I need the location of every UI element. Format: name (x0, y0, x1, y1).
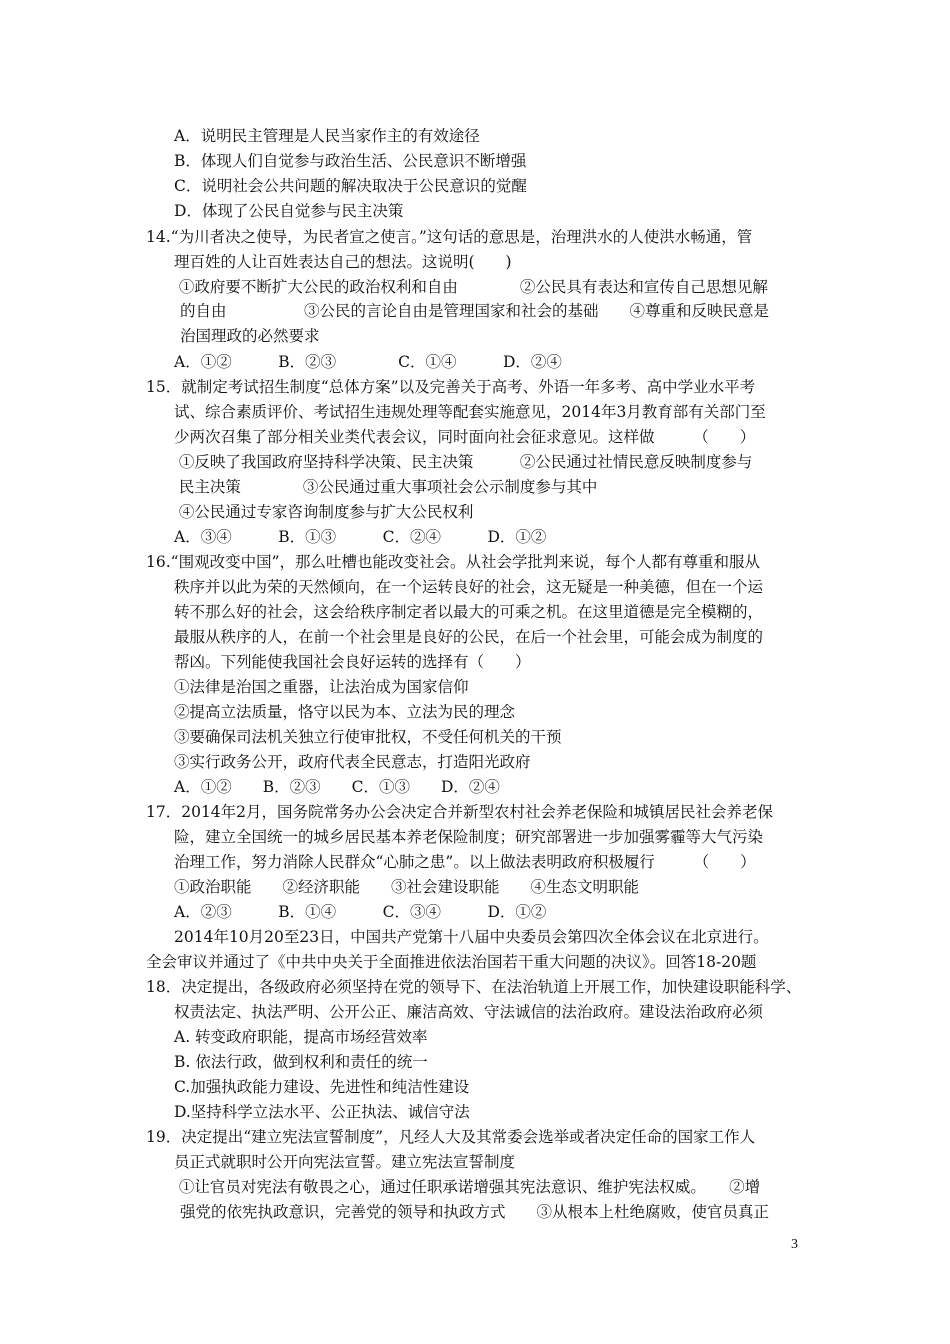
text-line: 2014年10月20至23日，中国共产党第十八届中央委员会第四次全体会议在北京进行。 (174, 928, 769, 946)
text-line: ②提高立法质量，恪守以民为本、立法为民的理念 (174, 703, 516, 721)
text-line: 理百姓的人让百姓表达自己的想法。这说明( ) (174, 253, 512, 271)
text-line: D.坚持科学立法水平、公正执法、诚信守法 (174, 1103, 470, 1121)
text-line: 的自由 ③公民的言论自由是管理国家和社会的基础 ④尊重和反映民意是 (180, 302, 770, 320)
text-line: ①政府要不断扩大公民的政治权利和自由 ②公民具有表达和宣传自己思想见解 (174, 278, 768, 296)
text-line: ①政治职能 ②经济职能 ③社会建设职能 ④生态文明职能 (174, 878, 640, 896)
text-line: 少两次召集了部分相关业类代表会议，同时面向社会征求意见。这样做 （ ） (174, 428, 756, 446)
text-line: ①反映了我国政府坚持科学决策、民主决策 ②公民通过社情民意反映制度参与 (174, 453, 753, 471)
page-number: 3 (791, 1237, 798, 1252)
text-line: ③实行政务公开，政府代表全民意志，打造阳光政府 (174, 753, 531, 771)
text-line: 全会审议并通过了《中共中央关于全面推进依法治国若干重大问题的决议》。回答18-20题 (146, 953, 757, 971)
text-line: 秩序并以此为荣的天然倾向，在一个运转良好的社会，这无疑是一种美德，但在一个运 (174, 578, 764, 596)
text-line: A．③④ B．①③ C．②④ D．①② (174, 528, 547, 546)
text-line: 治国理政的必然要求 (180, 327, 320, 345)
text-line: 险，建立全国统一的城乡居民基本养老保险制度；研究部署进一步加强雾霾等大气污染 (174, 828, 764, 846)
text-line: A. 转变政府职能，提高市场经营效率 (174, 1028, 428, 1046)
text-line: 民主决策 ③公民通过重大事项社会公示制度参与其中 (174, 478, 598, 496)
text-line: C.加强执政能力建设、先进性和纯洁性建设 (174, 1078, 470, 1096)
text-line: A．②③ B．①④ C．③④ D．①② (174, 903, 547, 921)
text-line: 最服从秩序的人，在前一个社会里是良好的公民，在后一个社会里，可能会成为制度的 (174, 628, 764, 646)
text-line: 16.“围观改变中国”，那么吐槽也能改变社会。从社会学批判来说，每个人都有尊重和服从 (146, 553, 761, 571)
text-line: A．①② B．②③ C．①③ D．②④ (174, 778, 500, 796)
text-line: ①让官员对宪法有敬畏之心，通过任职承诺增强其宪法意识、维护宪法权威。 ②增 (174, 1178, 761, 1196)
text-line: 帮凶。下列能使我国社会良好运转的选择有（ ） (174, 653, 531, 671)
text-line: C．说明社会公共问题的解决取决于公民意识的觉醒 (174, 177, 527, 195)
text-line: B. 依法行政，做到权利和责任的统一 (174, 1053, 428, 1071)
text-line: 15．就制定考试招生制度“总体方案”以及完善关于高考、外语一年多考、高中学业水平考 (146, 378, 756, 396)
text-line: 强党的依宪执政意识，完善党的领导和执政方式 ③从根本上杜绝腐败，使官员真正 (180, 1203, 770, 1221)
text-line: B．体现人们自觉参与政治生活、公民意识不断增强 (174, 152, 527, 170)
text-line: 试、综合素质评价、考试招生违规处理等配套实施意见，2014年3月教育部有关部门至 (174, 403, 766, 421)
text-line: 14.“为川者决之使导，为民者宣之使言。”这句话的意思是，治理洪水的人使洪水畅通，管 (146, 228, 753, 246)
text-line: 权责法定、执法严明、公开公正、廉洁高效、守法诚信的法治政府。建设法治政府必须 (174, 1003, 764, 1021)
text-line: A．说明民主管理是人民当家作主的有效途径 (174, 127, 480, 145)
text-line: A．①② B．②③ C．①④ D．②④ (174, 353, 562, 371)
text-line: 18．决定提出，各级政府必须坚持在党的领导下、在法治轨道上开展工作，加快建设职能科学、 (146, 978, 802, 996)
text-line: 17．2014年2月，国务院常务办公会决定合并新型农村社会养老保险和城镇居民社会养老保 (146, 803, 774, 821)
text-line: 转不那么好的社会，这会给秩序制定者以最大的可乘之机。在这里道德是完全模糊的， (174, 603, 764, 621)
text-line: ④公民通过专家咨询制度参与扩大公民权利 (174, 503, 474, 521)
text-line: ③要确保司法机关独立行使审批权，不受任何机关的干预 (174, 728, 562, 746)
text-line: 员正式就职时公开向宪法宣誓。建立宪法宣誓制度 (174, 1153, 516, 1171)
text-line: 治理工作，努力消除人民群众“心肺之患”。以上做法表明政府积极履行 （ ） (174, 853, 756, 871)
text-line: D．体现了公民自觉参与民主决策 (174, 202, 404, 220)
text-line: 19．决定提出“建立宪法宣誓制度”，凡经人大及其常委会选举或者决定任命的国家工作人 (146, 1128, 756, 1146)
text-line: ①法律是治国之重器，让法治成为国家信仰 (174, 678, 469, 696)
